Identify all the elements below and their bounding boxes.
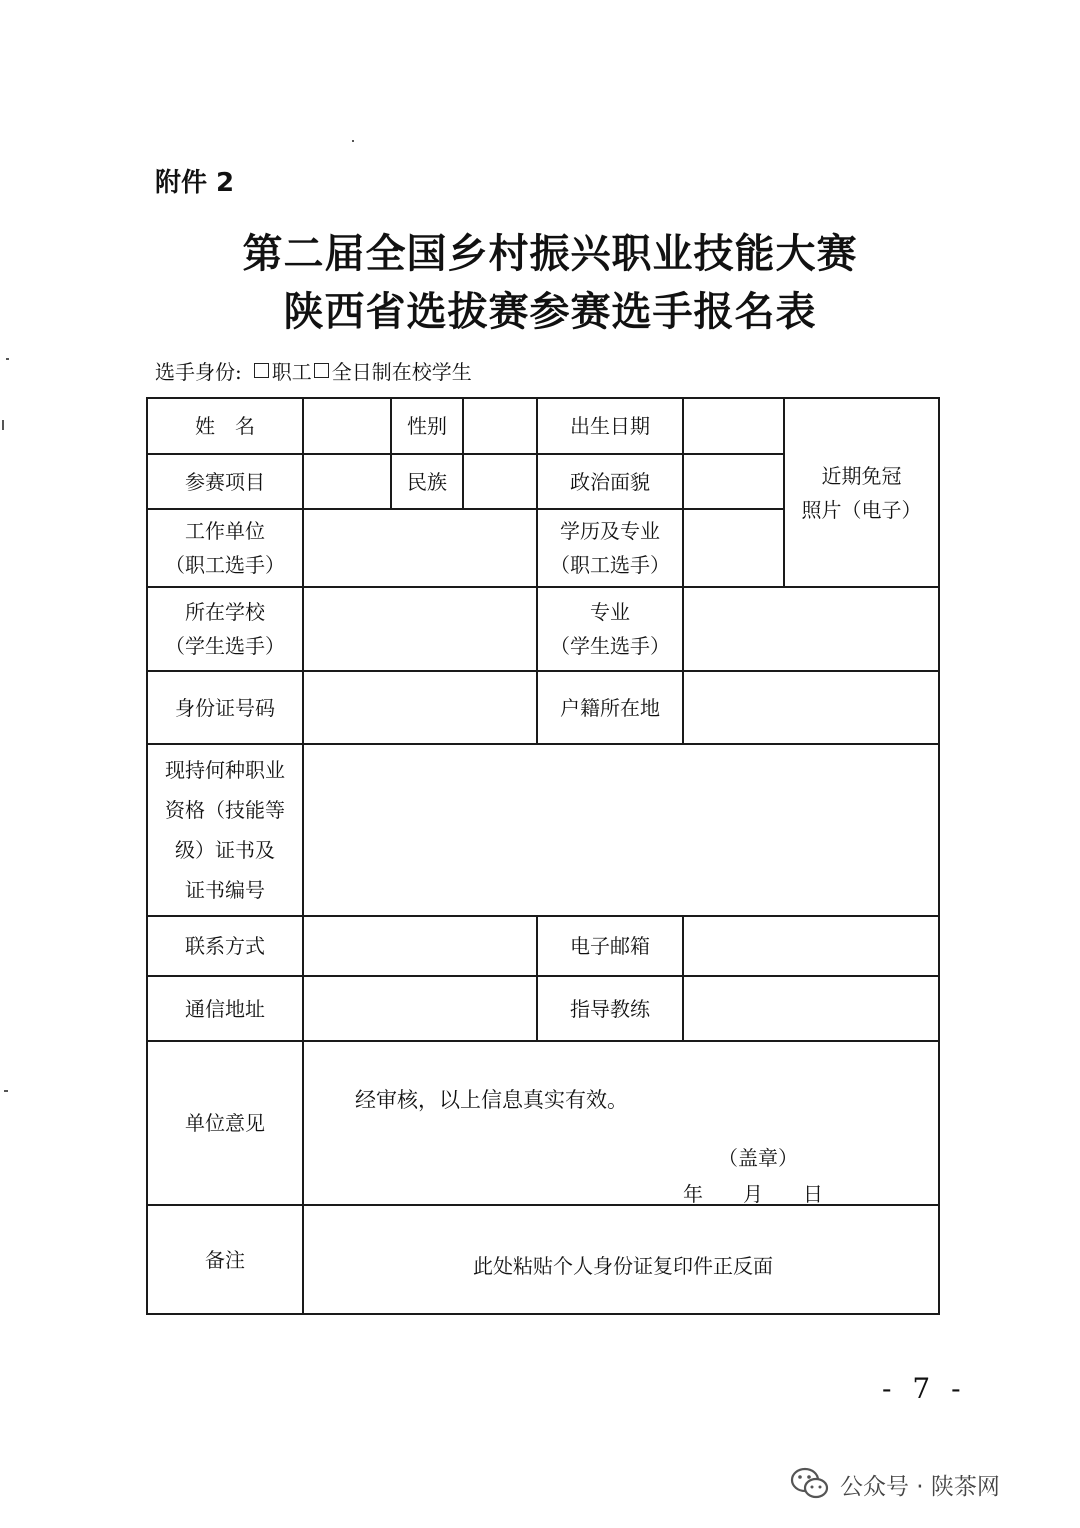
watermark — [790, 1466, 1000, 1502]
footer-text: 公众号 · 陕茶网 — [840, 1473, 1000, 1500]
table-border-right — [938, 397, 940, 1315]
wechat-icon — [790, 1466, 830, 1502]
label-unit-opinion: 单位意见 — [185, 1111, 265, 1135]
col-divider — [682, 915, 684, 1040]
label-political-status: 政治面貌 — [570, 469, 650, 494]
label-household: 户籍所在地 — [560, 695, 660, 720]
label-coach: 指导教练 — [570, 996, 650, 1021]
label-employer: 工作单位 （职工选手） — [165, 519, 285, 577]
scan-mark — [2, 420, 4, 430]
attachment-label: 附件 2 — [155, 168, 235, 198]
date-label: 年 月 日 — [683, 1182, 823, 1206]
label-certificate: 现持何种职业 资格（技能等 级）证书及 证书编号 — [165, 758, 285, 902]
option-student: 全日制在校学生 — [331, 360, 472, 384]
remark-text: 此处粘贴个人身份证复印件正反面 — [473, 1254, 773, 1278]
col-divider — [302, 397, 304, 1315]
scan-mark — [352, 140, 354, 142]
table-border-bottom — [146, 1313, 940, 1315]
scan-mark — [4, 1090, 8, 1092]
label-event: 参赛项目 — [185, 469, 265, 494]
label-remark: 备注 — [205, 1247, 245, 1272]
label-school: 所在学校 （学生选手） — [165, 600, 285, 658]
label-gender: 性别 — [407, 414, 447, 438]
label-ethnicity: 民族 — [407, 469, 447, 494]
review-statement: 经审核，以上信息真实有效。 — [355, 1088, 628, 1112]
label-id-number: 身份证号码 — [175, 695, 275, 720]
label-name: 姓 名 — [195, 414, 255, 438]
photo-area: 近期免冠 照片（电子） — [801, 463, 922, 522]
label-address: 通信地址 — [185, 996, 265, 1021]
identity-label: 选手身份: — [155, 360, 242, 384]
col-divider — [682, 397, 684, 743]
scan-mark — [6, 358, 9, 360]
col-divider — [462, 397, 464, 508]
label-education: 学历及专业 （职工选手） — [550, 519, 670, 577]
label-birth-date: 出生日期 — [570, 414, 650, 438]
label-major: 专业 （学生选手） — [550, 600, 670, 658]
stamp-label: （盖章） — [718, 1146, 798, 1170]
title-line-2: 陕西省选拔赛参赛选手报名表 — [283, 288, 817, 335]
page-number: - 7 - — [882, 1372, 967, 1405]
label-email: 电子邮箱 — [570, 934, 650, 958]
title-line-1: 第二届全国乡村振兴职业技能大赛 — [242, 230, 858, 277]
label-contact: 联系方式 — [185, 934, 265, 958]
option-worker: 职工 — [271, 360, 312, 384]
